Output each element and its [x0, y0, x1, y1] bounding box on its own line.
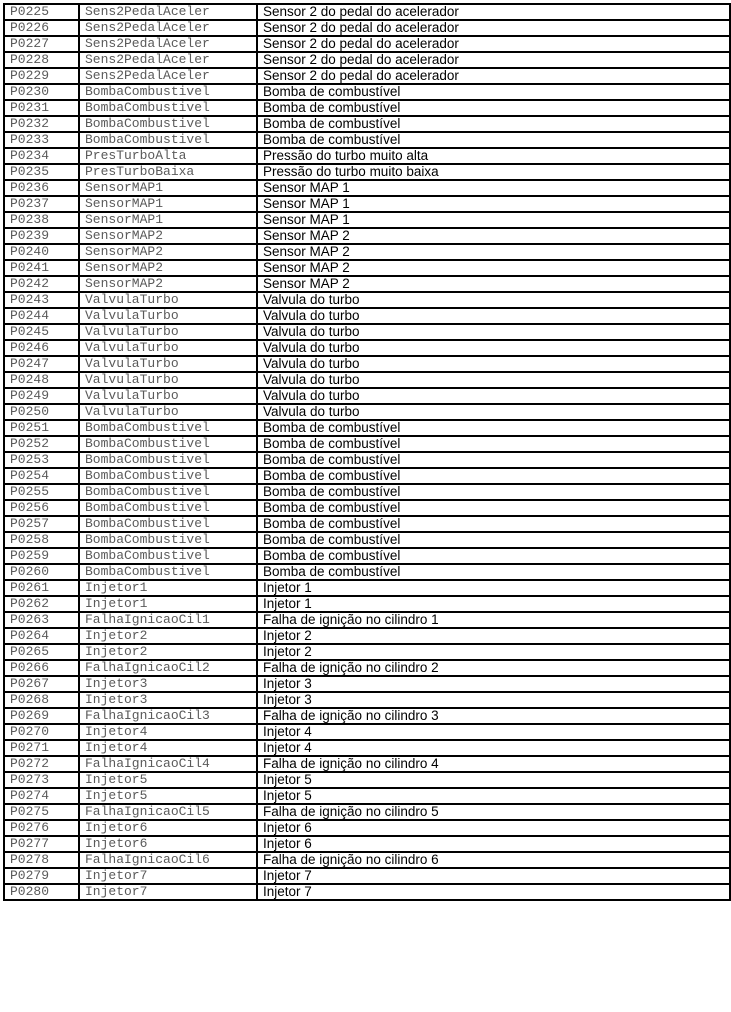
code-cell: P0238	[4, 212, 79, 228]
table-row	[4, 372, 730, 388]
code-cell: P0269	[4, 708, 79, 724]
code-cell: P0239	[4, 228, 79, 244]
name-cell: FalhaIgnicaoCil5	[79, 804, 257, 820]
name-cell: FalhaIgnicaoCil2	[79, 660, 257, 676]
name-cell: SensorMAP1	[79, 212, 257, 228]
table-row	[4, 500, 730, 516]
description-cell: Falha de ignição no cilindro 2	[257, 660, 730, 676]
table-row	[4, 52, 730, 68]
fault-code-table	[3, 3, 731, 901]
table-row	[4, 884, 730, 900]
description-cell: Valvula do turbo	[257, 292, 730, 308]
code-cell: P0280	[4, 884, 79, 900]
code-cell: P0242	[4, 276, 79, 292]
code-cell: P0271	[4, 740, 79, 756]
table-row	[4, 836, 730, 852]
name-cell: Injetor4	[79, 724, 257, 740]
description-cell: Falha de ignição no cilindro 6	[257, 852, 730, 868]
table-row	[4, 804, 730, 820]
code-cell: P0229	[4, 68, 79, 84]
description-cell: Sensor MAP 2	[257, 228, 730, 244]
table-row	[4, 276, 730, 292]
name-cell: ValvulaTurbo	[79, 372, 257, 388]
name-cell: Injetor4	[79, 740, 257, 756]
description-cell: Valvula do turbo	[257, 388, 730, 404]
description-cell: Injetor 4	[257, 740, 730, 756]
code-cell: P0272	[4, 756, 79, 772]
code-cell: P0241	[4, 260, 79, 276]
description-cell: Injetor 5	[257, 772, 730, 788]
description-cell: Falha de ignição no cilindro 5	[257, 804, 730, 820]
name-cell: ValvulaTurbo	[79, 324, 257, 340]
name-cell: BombaCombustivel	[79, 532, 257, 548]
name-cell: Injetor3	[79, 692, 257, 708]
code-cell: P0245	[4, 324, 79, 340]
name-cell: ValvulaTurbo	[79, 292, 257, 308]
description-cell: Valvula do turbo	[257, 324, 730, 340]
name-cell: Injetor7	[79, 884, 257, 900]
code-cell: P0250	[4, 404, 79, 420]
table-row	[4, 452, 730, 468]
description-cell: Sensor MAP 2	[257, 276, 730, 292]
name-cell: BombaCombustivel	[79, 548, 257, 564]
description-cell: Bomba de combustível	[257, 516, 730, 532]
description-cell: Injetor 1	[257, 580, 730, 596]
description-cell: Bomba de combustível	[257, 468, 730, 484]
code-cell: P0265	[4, 644, 79, 660]
code-cell: P0237	[4, 196, 79, 212]
description-cell: Injetor 2	[257, 628, 730, 644]
description-cell: Injetor 5	[257, 788, 730, 804]
table-row	[4, 484, 730, 500]
code-cell: P0248	[4, 372, 79, 388]
name-cell: Sens2PedalAceler	[79, 68, 257, 84]
name-cell: ValvulaTurbo	[79, 340, 257, 356]
table-row	[4, 628, 730, 644]
name-cell: BombaCombustivel	[79, 420, 257, 436]
description-cell: Bomba de combustível	[257, 532, 730, 548]
code-cell: P0255	[4, 484, 79, 500]
name-cell: ValvulaTurbo	[79, 388, 257, 404]
table-row	[4, 740, 730, 756]
name-cell: BombaCombustivel	[79, 100, 257, 116]
name-cell: SensorMAP2	[79, 260, 257, 276]
table-row	[4, 612, 730, 628]
name-cell: Sens2PedalAceler	[79, 4, 257, 20]
description-cell: Sensor MAP 1	[257, 180, 730, 196]
name-cell: SensorMAP2	[79, 228, 257, 244]
description-cell: Falha de ignição no cilindro 3	[257, 708, 730, 724]
table-row	[4, 532, 730, 548]
table-row	[4, 692, 730, 708]
table-row	[4, 116, 730, 132]
code-cell: P0264	[4, 628, 79, 644]
name-cell: BombaCombustivel	[79, 516, 257, 532]
name-cell: BombaCombustivel	[79, 564, 257, 580]
table-row	[4, 356, 730, 372]
code-cell: P0274	[4, 788, 79, 804]
code-cell: P0260	[4, 564, 79, 580]
code-cell: P0270	[4, 724, 79, 740]
table-row	[4, 292, 730, 308]
code-cell: P0262	[4, 596, 79, 612]
name-cell: BombaCombustivel	[79, 468, 257, 484]
table-row	[4, 756, 730, 772]
description-cell: Falha de ignição no cilindro 1	[257, 612, 730, 628]
description-cell: Injetor 7	[257, 868, 730, 884]
description-cell: Sensor MAP 2	[257, 260, 730, 276]
description-cell: Injetor 2	[257, 644, 730, 660]
name-cell: Injetor3	[79, 676, 257, 692]
name-cell: BombaCombustivel	[79, 436, 257, 452]
table-row	[4, 468, 730, 484]
table-row	[4, 164, 730, 180]
code-cell: P0258	[4, 532, 79, 548]
description-cell: Valvula do turbo	[257, 372, 730, 388]
description-cell: Injetor 6	[257, 820, 730, 836]
table-row	[4, 676, 730, 692]
description-cell: Bomba de combustível	[257, 420, 730, 436]
table-row	[4, 340, 730, 356]
code-cell: P0227	[4, 36, 79, 52]
description-cell: Bomba de combustível	[257, 100, 730, 116]
code-cell: P0233	[4, 132, 79, 148]
code-cell: P0257	[4, 516, 79, 532]
table-row	[4, 516, 730, 532]
name-cell: Injetor1	[79, 596, 257, 612]
code-cell: P0236	[4, 180, 79, 196]
table-row	[4, 580, 730, 596]
code-cell: P0243	[4, 292, 79, 308]
table-row	[4, 788, 730, 804]
name-cell: Injetor5	[79, 788, 257, 804]
name-cell: SensorMAP1	[79, 196, 257, 212]
name-cell: Injetor2	[79, 628, 257, 644]
table-row	[4, 84, 730, 100]
name-cell: BombaCombustivel	[79, 116, 257, 132]
table-row	[4, 564, 730, 580]
name-cell: ValvulaTurbo	[79, 356, 257, 372]
name-cell: FalhaIgnicaoCil1	[79, 612, 257, 628]
name-cell: BombaCombustivel	[79, 132, 257, 148]
code-cell: P0249	[4, 388, 79, 404]
description-cell: Pressão do turbo muito alta	[257, 148, 730, 164]
code-cell: P0254	[4, 468, 79, 484]
description-cell: Sensor 2 do pedal do acelerador	[257, 4, 730, 20]
code-cell: P0256	[4, 500, 79, 516]
name-cell: Injetor1	[79, 580, 257, 596]
description-cell: Sensor 2 do pedal do acelerador	[257, 68, 730, 84]
description-cell: Valvula do turbo	[257, 356, 730, 372]
table-row	[4, 548, 730, 564]
name-cell: PresTurboAlta	[79, 148, 257, 164]
name-cell: Sens2PedalAceler	[79, 52, 257, 68]
table-row	[4, 148, 730, 164]
description-cell: Falha de ignição no cilindro 4	[257, 756, 730, 772]
code-cell: P0247	[4, 356, 79, 372]
description-cell: Bomba de combustível	[257, 84, 730, 100]
fault-code-table-body	[4, 4, 730, 900]
table-row	[4, 196, 730, 212]
name-cell: BombaCombustivel	[79, 84, 257, 100]
code-cell: P0263	[4, 612, 79, 628]
code-cell: P0246	[4, 340, 79, 356]
description-cell: Sensor 2 do pedal do acelerador	[257, 36, 730, 52]
name-cell: ValvulaTurbo	[79, 404, 257, 420]
code-cell: P0261	[4, 580, 79, 596]
description-cell: Bomba de combustível	[257, 116, 730, 132]
table-row	[4, 308, 730, 324]
code-cell: P0240	[4, 244, 79, 260]
table-row	[4, 660, 730, 676]
table-row	[4, 68, 730, 84]
table-row	[4, 244, 730, 260]
code-cell: P0266	[4, 660, 79, 676]
description-cell: Bomba de combustível	[257, 132, 730, 148]
code-cell: P0275	[4, 804, 79, 820]
code-cell: P0278	[4, 852, 79, 868]
name-cell: Injetor5	[79, 772, 257, 788]
description-cell: Injetor 3	[257, 676, 730, 692]
description-cell: Injetor 6	[257, 836, 730, 852]
name-cell: SensorMAP2	[79, 244, 257, 260]
name-cell: PresTurboBaixa	[79, 164, 257, 180]
table-row	[4, 212, 730, 228]
code-cell: P0253	[4, 452, 79, 468]
name-cell: Injetor6	[79, 836, 257, 852]
code-cell: P0228	[4, 52, 79, 68]
description-cell: Injetor 7	[257, 884, 730, 900]
name-cell: Injetor2	[79, 644, 257, 660]
name-cell: Injetor7	[79, 868, 257, 884]
description-cell: Valvula do turbo	[257, 340, 730, 356]
description-cell: Injetor 1	[257, 596, 730, 612]
table-row	[4, 708, 730, 724]
code-cell: P0252	[4, 436, 79, 452]
description-cell: Valvula do turbo	[257, 308, 730, 324]
table-row	[4, 20, 730, 36]
table-row	[4, 820, 730, 836]
table-row	[4, 852, 730, 868]
code-cell: P0268	[4, 692, 79, 708]
code-cell: P0226	[4, 20, 79, 36]
code-cell: P0231	[4, 100, 79, 116]
description-cell: Bomba de combustível	[257, 548, 730, 564]
table-row	[4, 180, 730, 196]
name-cell: FalhaIgnicaoCil4	[79, 756, 257, 772]
code-cell: P0277	[4, 836, 79, 852]
table-row	[4, 644, 730, 660]
description-cell: Bomba de combustível	[257, 436, 730, 452]
description-cell: Sensor MAP 2	[257, 244, 730, 260]
description-cell: Bomba de combustível	[257, 564, 730, 580]
table-row	[4, 100, 730, 116]
description-cell: Sensor 2 do pedal do acelerador	[257, 20, 730, 36]
code-cell: P0234	[4, 148, 79, 164]
table-row	[4, 228, 730, 244]
code-cell: P0230	[4, 84, 79, 100]
table-row	[4, 436, 730, 452]
table-row	[4, 4, 730, 20]
table-row	[4, 36, 730, 52]
code-cell: P0235	[4, 164, 79, 180]
code-cell: P0232	[4, 116, 79, 132]
name-cell: SensorMAP2	[79, 276, 257, 292]
table-row	[4, 260, 730, 276]
table-row	[4, 724, 730, 740]
description-cell: Sensor MAP 1	[257, 212, 730, 228]
description-cell: Injetor 4	[257, 724, 730, 740]
table-row	[4, 596, 730, 612]
description-cell: Sensor MAP 1	[257, 196, 730, 212]
name-cell: BombaCombustivel	[79, 484, 257, 500]
name-cell: Sens2PedalAceler	[79, 36, 257, 52]
code-cell: P0251	[4, 420, 79, 436]
code-cell: P0279	[4, 868, 79, 884]
description-cell: Bomba de combustível	[257, 452, 730, 468]
table-row	[4, 868, 730, 884]
name-cell: FalhaIgnicaoCil6	[79, 852, 257, 868]
description-cell: Pressão do turbo muito baixa	[257, 164, 730, 180]
code-cell: P0276	[4, 820, 79, 836]
name-cell: SensorMAP1	[79, 180, 257, 196]
table-row	[4, 420, 730, 436]
code-cell: P0225	[4, 4, 79, 20]
table-row	[4, 388, 730, 404]
name-cell: ValvulaTurbo	[79, 308, 257, 324]
table-row	[4, 772, 730, 788]
code-cell: P0259	[4, 548, 79, 564]
table-row	[4, 324, 730, 340]
code-cell: P0267	[4, 676, 79, 692]
description-cell: Injetor 3	[257, 692, 730, 708]
description-cell: Valvula do turbo	[257, 404, 730, 420]
name-cell: BombaCombustivel	[79, 500, 257, 516]
description-cell: Bomba de combustível	[257, 484, 730, 500]
name-cell: FalhaIgnicaoCil3	[79, 708, 257, 724]
name-cell: Sens2PedalAceler	[79, 20, 257, 36]
code-cell: P0273	[4, 772, 79, 788]
description-cell: Sensor 2 do pedal do acelerador	[257, 52, 730, 68]
name-cell: BombaCombustivel	[79, 452, 257, 468]
description-cell: Bomba de combustível	[257, 500, 730, 516]
code-cell: P0244	[4, 308, 79, 324]
name-cell: Injetor6	[79, 820, 257, 836]
table-row	[4, 132, 730, 148]
table-row	[4, 404, 730, 420]
